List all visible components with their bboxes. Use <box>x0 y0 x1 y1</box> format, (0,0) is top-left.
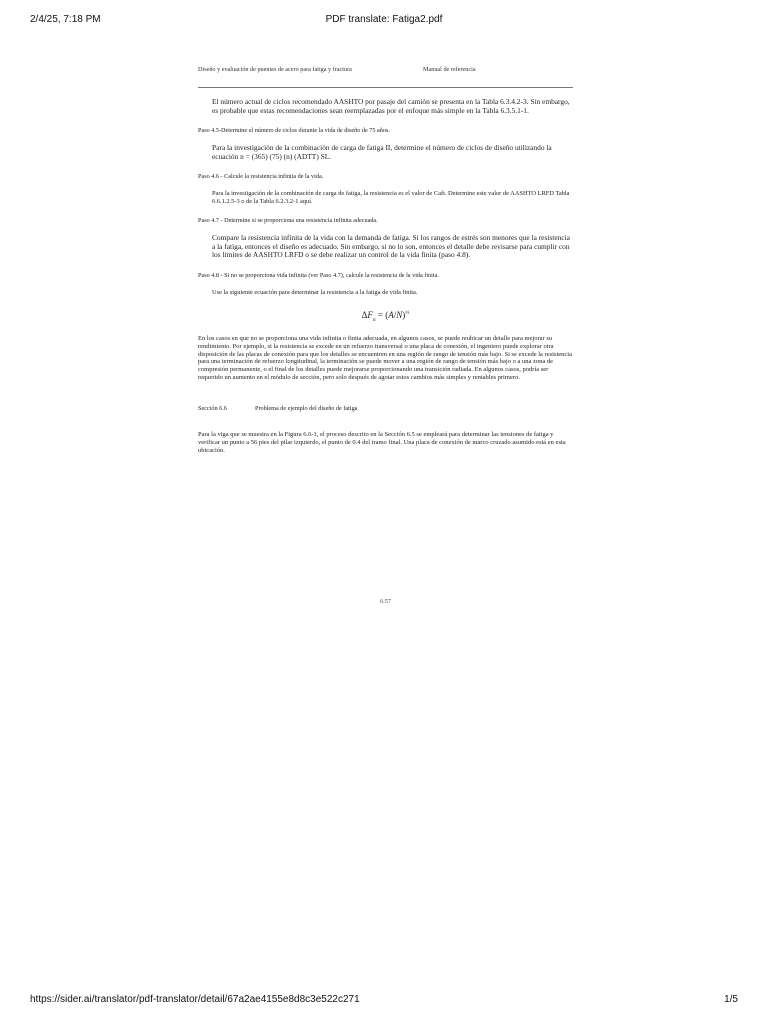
running-header-manual: Manual de referencia <box>423 66 476 73</box>
step-4-8: Paso 4.8 - Si no se proporciona vida infinita (ver Paso 4.7), calcule la resistencia de la vida finita. <box>198 271 439 279</box>
paragraph-example: Para la viga que se muestra en la Figura 6.6-1, el proceso descrito en la Sección 6.5 se empleará para determinar las tensiones de fatiga y verificar un punto a 56 pies del pilar izquierdo, el punto de 0.4 del tramo final. Una placa de conexión de marco cruzado asumido está en esta ubicación. <box>198 431 566 454</box>
section-number: Sección 6.6 <box>198 405 227 413</box>
print-datetime: 2/4/25, 7:18 PM <box>30 14 101 25</box>
step-4-6: Paso 4.6 - Calcule la resistencia infinita de la vida. <box>198 173 324 181</box>
paragraph-fatigue-cycles: Para la investigación de la combinación de carga de fatiga II, determine el número de ciclos de diseño utilizando la ecuación n = (365) (75) (n) (ADTT) SL. <box>212 143 552 161</box>
formula-a: A <box>388 310 394 321</box>
step-4-7: Paso 4.7 - Determine si se proporciona una resistencia infinita adecuada. <box>198 217 378 225</box>
print-page-title: PDF translate: Fatiga2.pdf <box>325 14 443 25</box>
formula-close: ) <box>402 310 406 321</box>
header-rule <box>198 87 573 88</box>
formula-delta: Δ <box>361 310 368 321</box>
formula-exponent: ⅓ <box>405 310 410 317</box>
section-heading <box>198 405 573 419</box>
document-page-number: 6.57 <box>380 598 391 605</box>
formula-n: N <box>396 310 403 321</box>
running-header <box>198 66 573 80</box>
print-footer <box>0 994 768 1008</box>
paragraph-cycles-intro: El número actual de ciclos recomendado AASHTO por pasaje del camión se presenta en la Tabla 6.3.4.2-3. Sin embargo, es probable que estas recomendaciones sean reemplazadas por el enfoque más simple en la Tabla 6.3.5.1-1. <box>212 97 570 115</box>
paragraph-compare-resistance: Compare la resistencia infinita de la vida con la demanda de fatiga. Si los rangos de estrés son menores que la resistencia a la fatiga, entonces el diseño es adecuado. Sin embargo, si no lo son, entonces el detalle debe revisarse para cumplir con los límites de AASHTO LRFD o se debe realizar un control de la vida finita (paso 4.8). <box>212 233 570 260</box>
step-4-5: Paso 4.5-Determine el número de ciclos durante la vida de diseño de 75 años. <box>198 127 390 135</box>
paragraph-relocation: En los casos en que no se proporciona una vida infinita o finita adecuada, en algunos casos, se puede reubicar un detalle para mejorar su rendimiento. Por ejemplo, si la resistencia se excede en un refuerzo transversal o una placa de conexión, el ingeniero puede explorar otra disposición de las placas de conexión para que los detalles se encuentren en una región de rango de tensión más bajo. Si se excede la resistencia para una terminación de refuerzo longitudinal, la terminación se puede mover a una región de rango de tensión más bajo o a una zona de compresión permanente, o el final de los detalles puede mejorarse proporcionando una transición radiada. En algunos casos, podría ser requerido un aumento en el módulo de sección, pero solo después de agotar estos cambios más simples y rentables primero. <box>198 335 572 381</box>
print-page-indicator: 1/5 <box>724 994 738 1005</box>
formula-eq: = ( <box>375 310 389 321</box>
document-page <box>198 60 573 620</box>
formula-f: F <box>367 310 373 321</box>
paragraph-equation-intro: Use la siguiente ecuación para determinar la resistencia a la fatiga de vida finita. <box>212 288 418 296</box>
print-header <box>0 14 768 28</box>
formula-sub: n <box>372 316 376 323</box>
print-url: https://sider.ai/translator/pdf-translator/detail/67a2ae4155e8d8c3e522c271 <box>30 994 360 1005</box>
paragraph-infinite-resistance: Para la investigación de la combinación de carga de fatiga, la resistencia es el valor de Caft. Determine este valor de AASHTO LRFD Tabla 6.6.1.2.5-3 o de la Tabla 6.2.3.2-1 aquí. <box>212 190 570 205</box>
section-title: Problema de ejemplo del diseño de fatiga <box>255 405 358 413</box>
formula-slash: / <box>393 310 397 321</box>
finite-life-formula <box>198 310 573 323</box>
running-header-title: Diseño y evaluación de puentes de acero para fatiga y fractura <box>198 66 352 73</box>
